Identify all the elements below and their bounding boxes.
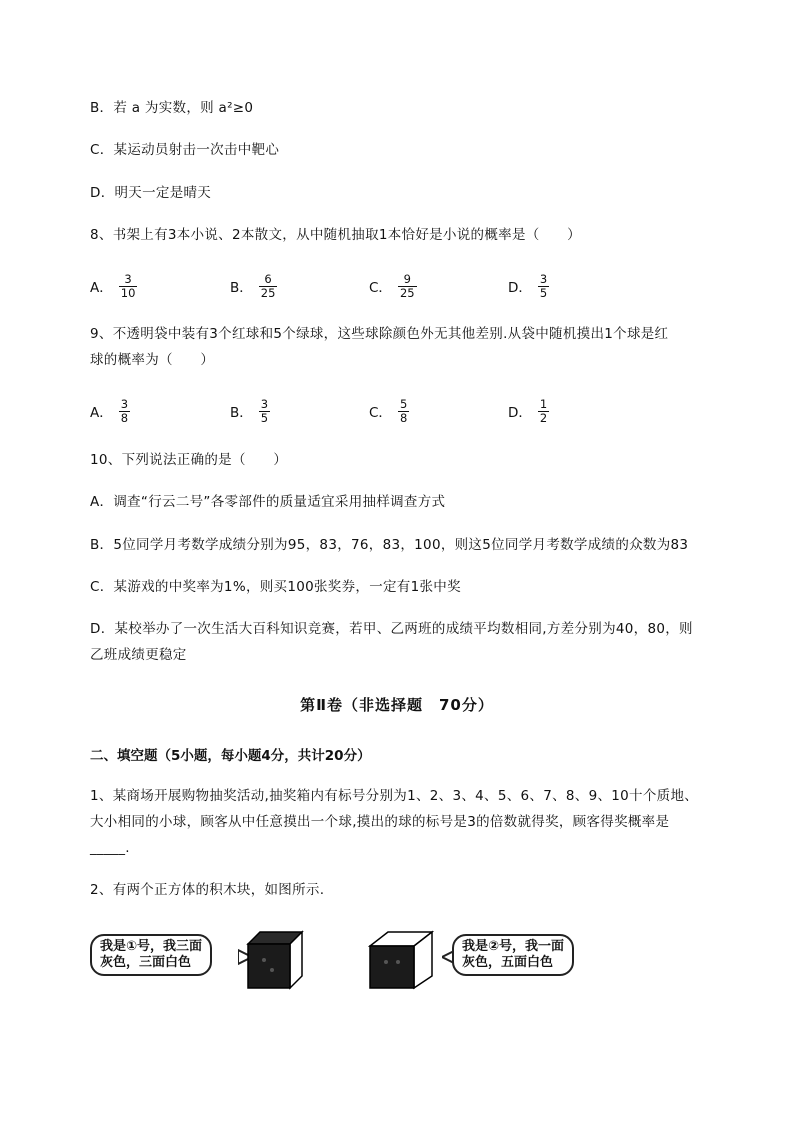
q10-option-a: A．调查“行云二号”各零部件的质量适宜采用抽样调查方式: [90, 494, 446, 510]
option-label: C．: [369, 280, 392, 296]
fraction: $\frac{5}{8}$: [399, 396, 408, 425]
fraction: $\frac{3}{5}$: [260, 396, 269, 425]
fill2-stem: 2、有两个正方体的积木块，如图所示.: [90, 882, 325, 898]
q10-option-b: B．5位同学月考数学成绩分别为95，83，76，83，100，则这5位同学月考数学成绩的众数为83: [90, 537, 689, 553]
q8-option-a: [90, 266, 137, 306]
fill-in-section-heading: 二、填空题（5小题，每小题4分，共计20分）: [90, 748, 371, 764]
q7-option-b: B．若 a 为实数，则 a²≥0: [90, 100, 254, 116]
fraction: $\frac{1}{2}$: [539, 396, 548, 425]
q10-option-d-line2: 乙班成绩更稳定: [90, 647, 187, 663]
option-label: A．: [90, 280, 113, 296]
fraction: $\frac{3}{5}$: [539, 271, 548, 300]
cubes-figure: [90, 926, 590, 996]
q8-stem: 8、书架上有3本小说、2本散文，从中随机抽取1本恰好是小说的概率是（ ）: [90, 227, 581, 243]
fill1-line3: _____.: [90, 840, 130, 856]
fill1-line2: 大小相同的小球，顾客从中任意摸出一个球,摸出的球的标号是3的倍数就得奖，顾客得奖概率是: [90, 814, 670, 830]
q10-option-d-line1: D．某校举办了一次生活大百科知识竞赛，若甲、乙两班的成绩平均数相同,方差分别为40，80，则: [90, 621, 693, 637]
fraction: $\frac{3}{8}$: [120, 396, 129, 425]
q7-option-c: C．某运动员射击一次击中靶心: [90, 142, 280, 158]
cube-2-icon: [368, 930, 434, 990]
q10-option-c: C．某游戏的中奖率为1%，则买100张奖券，一定有1张中奖: [90, 579, 461, 595]
option-label: C．: [369, 405, 392, 421]
q8-option-d: [508, 266, 549, 306]
option-label: D．: [508, 280, 532, 296]
option-label: B．: [230, 405, 253, 421]
fraction: $\frac{6}{25}$: [260, 271, 276, 300]
q8-options: [90, 266, 650, 306]
speech-bubble-2: 我是②号，我一面 灰色，五面白色: [452, 934, 574, 976]
fraction: $\frac{9}{25}$: [399, 271, 415, 300]
cube-1-icon: [246, 930, 304, 990]
fill1-line1: 1、某商场开展购物抽奖活动,抽奖箱内有标号分别为1、2、3、4、5、6、7、8、9、10十个质地、: [90, 788, 699, 804]
q8-option-c: [369, 266, 417, 306]
speech-bubble-1: 我是①号，我三面 灰色，三面白色: [90, 934, 212, 976]
q8-option-b: [230, 266, 277, 306]
q9-option-d: [508, 391, 549, 431]
q9-option-c: [369, 391, 409, 431]
fraction: $\frac{3}{10}$: [120, 271, 136, 300]
q9-option-a: [90, 391, 130, 431]
option-label: A．: [90, 405, 113, 421]
q9-options: [90, 391, 650, 431]
q9-stem-line2: 球的概率为（ ）: [90, 352, 215, 368]
q9-option-b: [230, 391, 270, 431]
option-label: D．: [508, 405, 532, 421]
part2-title: 第Ⅱ卷（非选择题 70分）: [300, 696, 494, 714]
option-label: B．: [230, 280, 253, 296]
q7-option-d: D．明天一定是晴天: [90, 185, 212, 201]
q10-stem: 10、下列说法正确的是（ ）: [90, 452, 288, 468]
q9-stem-line1: 9、不透明袋中装有3个红球和5个绿球，这些球除颜色外无其他差别.从袋中随机摸出1个球是红: [90, 326, 669, 342]
